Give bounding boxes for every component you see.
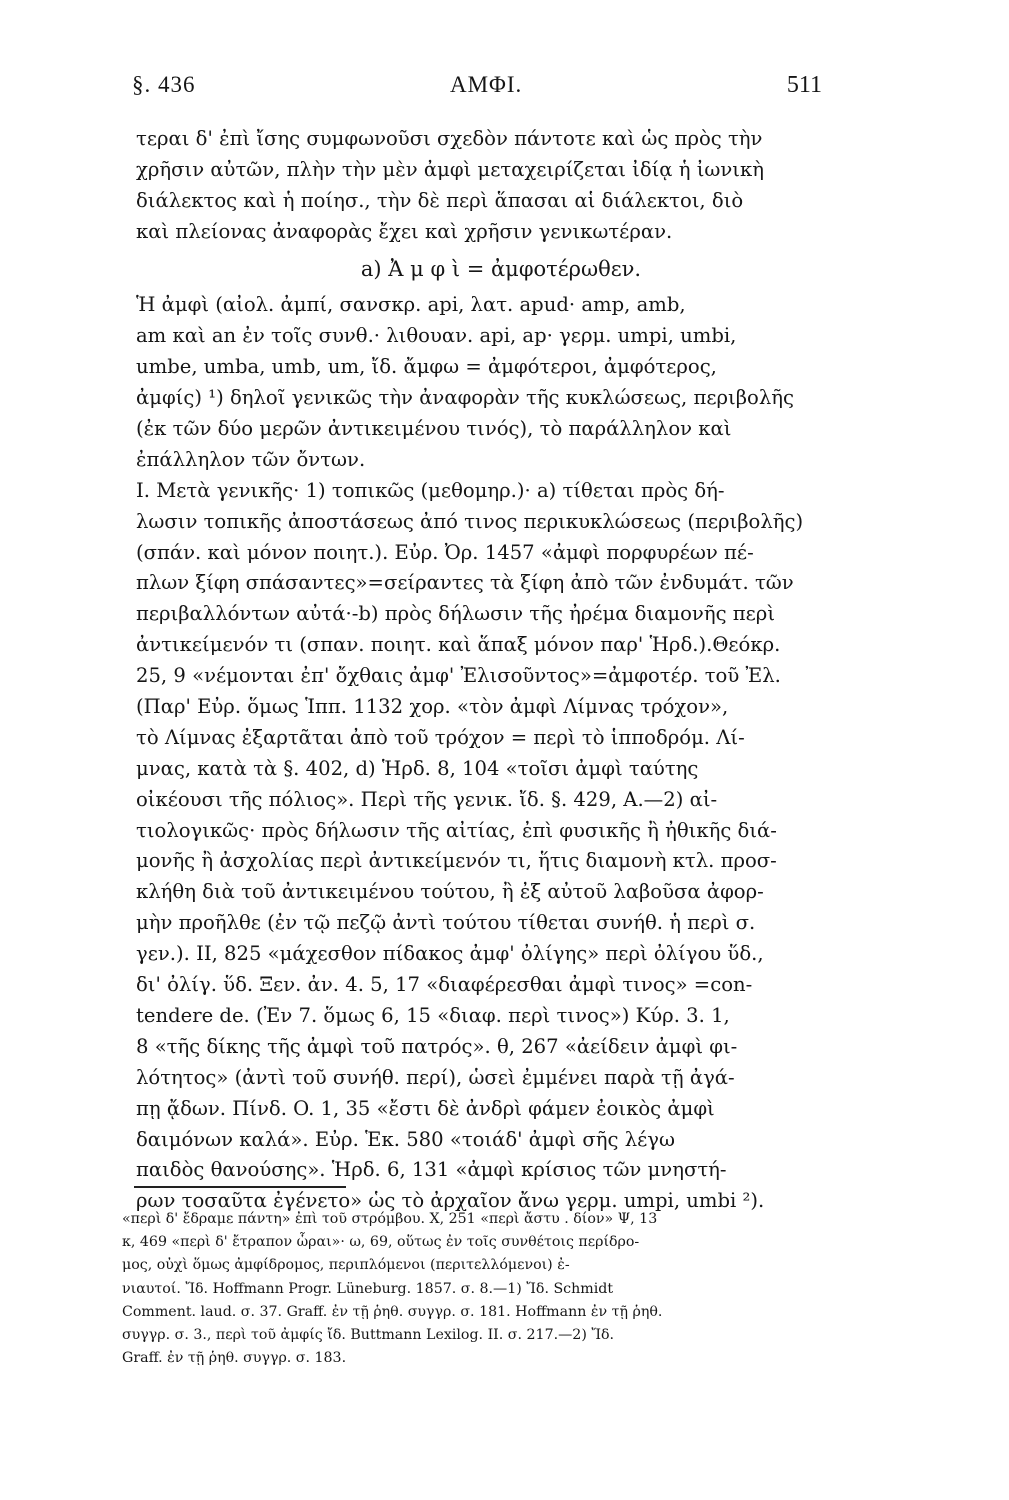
- footnote-line: νιαυτοί. Ἴδ. Hoffmann Progr. Lüneburg. 1857. σ. 8.—1) Ἴδ. Schmidt: [122, 1280, 614, 1297]
- text-line: (σπάν. καὶ μόνον ποιητ.). Εὐρ. Ὀρ. 1457 «ἀμφὶ πορφυρέων πέ-: [136, 540, 754, 564]
- text-line: χρῆσιν αὐτῶν, πλὴν τὴν μὲν ἀμφὶ μεταχειρίζεται ἰδίᾳ ἡ ἰωνικὴ: [136, 157, 764, 181]
- text-line: am καὶ an ἐν τοῖς συνθ.· λιθουαν. api, ap· γερμ. umpi, umbi,: [136, 324, 737, 348]
- text-line: δαιμόνων καλά». Εὐρ. Ἑκ. 580 «τοιάδ' ἀμφὶ σῆς λέγω: [136, 1127, 675, 1151]
- footnote-line: μος, οὐχὶ ὅμως ἀμφίδρομος, περιπλόμενοι (περιτελλόμενοι) ἐ-: [122, 1257, 570, 1274]
- text-line: ἐπάλληλον τῶν ὄντων.: [136, 447, 366, 471]
- section-number: §. 436: [132, 72, 196, 97]
- running-title: ΑΜΦΙ.: [450, 72, 523, 97]
- text-line: Ἡ ἀμφὶ (αἰολ. ἀμπί, σανσκρ. api, λατ. apud· amp, amb,: [136, 293, 686, 317]
- footnote-line: κ, 469 «περὶ δ' ἔτραπον ὧραι»· ω, 69, οὕτως ἐν τοῖς συνθέτοις περίδρο-: [122, 1234, 640, 1251]
- text-line: ρων τοσαῦτα ἐγένετο» ὡς τὸ ἀρχαῖον ἄνω γερμ. umpi, umbi ²).: [136, 1189, 765, 1213]
- text-line: τεραι δ' ἐπὶ ἴσης συμφωνοῦσι σχεδὸν πάντοτε καὶ ὡς πρὸς τὴν: [136, 127, 763, 150]
- text-line: τιολογικῶς· πρὸς δήλωσιν τῆς αἰτίας, ἐπὶ φυσικῆς ἢ ἠθικῆς διά-: [136, 818, 777, 842]
- text-line: tendere de. (Ἐν 7. ὅμως 6, 15 «διαφ. περὶ τινος») Κύρ. 3. 1,: [136, 1003, 730, 1027]
- footnote-divider: [134, 1186, 346, 1188]
- text-line: λωσιν τοπικῆς ἀποστάσεως ἀπό τινος περικυκλώσεως (περιβολῆς): [136, 509, 804, 533]
- subheading: a) Ἀ μ φ ὶ = ἀμφοτέρωθεν.: [360, 256, 642, 281]
- footnote-line: «περὶ δ' ἔδραμε πάντη» ἐπὶ τοῦ στρόμβου. X, 251 «περὶ ἄστυ . δίον» Ψ, 13: [122, 1211, 658, 1227]
- text-line: παιδὸς θανούσης». Ἡρδ. 6, 131 «ἀμφὶ κρίσιος τῶν μνηστή-: [136, 1158, 727, 1182]
- text-line: πῃ ᾄδων. Πίνδ. O. 1, 35 «ἔστι δὲ ἀνδρὶ φάμεν ἐοικὸς ἀμφὶ: [136, 1096, 715, 1120]
- footnotes: [122, 1208, 827, 1370]
- text-line: διάλεκτος καὶ ἡ ποίησ., τὴν δὲ περὶ ἅπασαι αἱ διάλεκτοι, διὸ: [136, 188, 744, 212]
- footnote-line: Graff. ἐν τῇ ῥηθ. συγγρ. σ. 183.: [122, 1350, 347, 1367]
- text-line: περιβαλλόντων αὐτά·-b) πρὸς δήλωσιν τῆς ἠρέμα διαμονῆς περὶ: [136, 602, 775, 626]
- text-line: πλων ξίφη σπάσαντες»=σείραντες τὰ ξίφη ἀπὸ τῶν ἐνδυμάτ. τῶν: [136, 571, 794, 595]
- text-line: δι' ὀλίγ. ὕδ. Ξεν. ἀν. 4. 5, 17 «διαφέρεσθαι ἀμφὶ τινος» =con-: [136, 973, 753, 997]
- text-line: οἰκέουσι τῆς πόλιος». Περὶ τῆς γενικ. ἴδ. §. 429, Α.—2) αἰ-: [136, 787, 718, 811]
- text-line: μὴν προῆλθε (ἐν τῷ πεζῷ ἀντὶ τούτου τίθεται συνήθ. ἡ περὶ σ.: [136, 911, 756, 935]
- main-text: [136, 124, 826, 1217]
- text-line: I. Μετὰ γενικῆς· 1) τοπικῶς (μεθομηρ.)· a) τίθεται πρὸς δή-: [136, 478, 725, 502]
- text-line: καὶ πλείονας ἀναφορὰς ἔχει καὶ χρῆσιν γενικωτέραν.: [136, 219, 673, 243]
- page-header: [132, 72, 822, 112]
- text-line: μονῆς ἢ ἀσχολίας περὶ ἀντικείμενόν τι, ἥτις διαμονὴ κτλ. προσ-: [136, 849, 777, 873]
- text-line: κλήθη διὰ τοῦ ἀντικειμένου τούτου, ἢ ἐξ αὐτοῦ λαβοῦσα ἀφορ-: [136, 880, 764, 904]
- text-line: 8 «τῆς δίκης τῆς ἀμφὶ τοῦ πατρός». θ, 267 «ἀείδειν ἀμφὶ φι-: [136, 1034, 738, 1058]
- text-line: γεν.). II, 825 «μάχεσθον πίδακος ἀμφ' ὀλίγης» περὶ ὀλίγου ὕδ.,: [136, 942, 764, 966]
- text-line: (ἐκ τῶν δύο μερῶν ἀντικειμένου τινός), τὸ παράλληλον καὶ: [136, 417, 732, 441]
- text-line: umbe, umba, umb, um, ἴδ. ἄμφω = ἀμφότεροι, ἀμφότερος,: [136, 355, 717, 379]
- text-line: τὸ Λίμνας ἐξαρτᾶται ἀπὸ τοῦ τρόχον = περὶ τὸ ἱπποδρόμ. Λί-: [136, 725, 745, 749]
- text-line: μνας, κατὰ τὰ §. 402, d) Ἡρδ. 8, 104 «τοῖσι ἀμφὶ ταύτης: [136, 756, 699, 780]
- footnote-line: Comment. laud. σ. 37. Graff. ἐν τῇ ῥηθ. συγγρ. σ. 181. Hoffmann ἐν τῇ ῥηθ.: [122, 1303, 663, 1320]
- page-number: 511: [786, 72, 822, 98]
- text-line: (Παρ' Εὐρ. ὅμως Ἱππ. 1132 χορ. «τὸν ἀμφὶ Λίμνας τρόχον»,: [136, 695, 729, 719]
- text-line: 25, 9 «νέμονται ἐπ' ὄχθαις ἀμφ' Ἐλισοῦντος»=ἀμφοτέρ. τοῦ Ἐλ.: [136, 664, 781, 688]
- text-line: λότητος» (ἀντὶ τοῦ συνήθ. περί), ὡσεὶ ἐμμένει παρὰ τῇ ἀγά-: [136, 1065, 735, 1089]
- text-line: ἀντικείμενόν τι (σπαν. ποιητ. καὶ ἅπαξ μόνον παρ' Ἡρδ.).Θεόκρ.: [136, 633, 781, 657]
- text-line: ἀμφίς) ¹) δηλοῖ γενικῶς τὴν ἀναφορὰν τῆς κυκλώσεως, περιβολῆς: [136, 386, 794, 410]
- footnote-line: συγγρ. σ. 3., περὶ τοῦ ἀμφίς ἴδ. Buttmann Lexilog. II. σ. 217.—2) Ἴδ.: [122, 1326, 615, 1343]
